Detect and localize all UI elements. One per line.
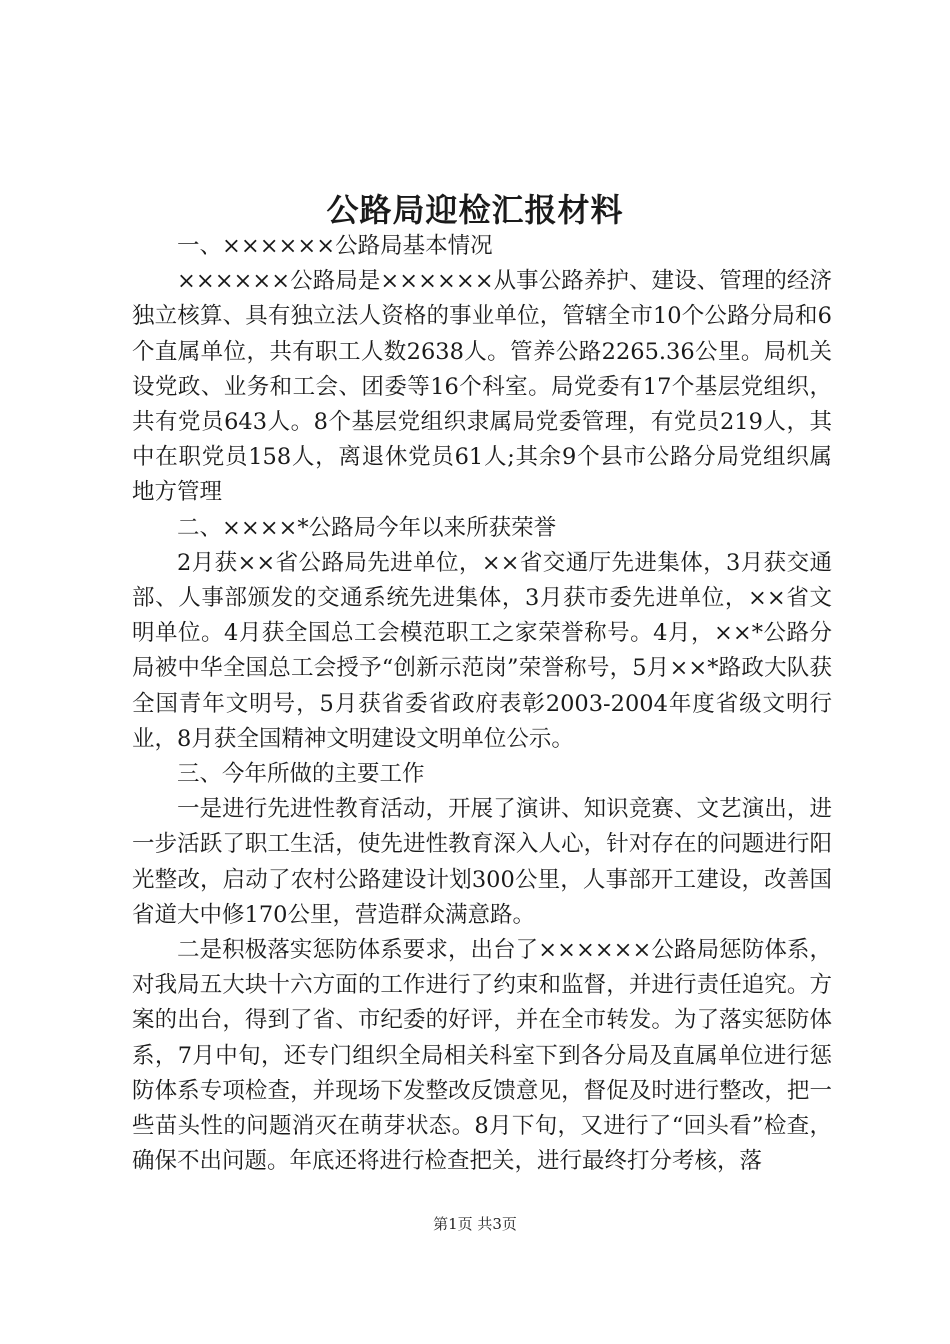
- section-heading-1: 一、××××××公路局基本情况: [177, 233, 493, 259]
- body-paragraph: 二是积极落实惩防体系要求，出台了××××××公路局惩防体系，对我局五大块十六方面的工作进行了约束和监督，并进行责任追究。方案的出台，得到了省、市纪委的好评，并在全市转发。为了落实惩防体系，7月中旬，还专门组织全局相关科室下到各分局及直属单位进行惩防体系专项检查，并现场下发整改反馈意见，督促及时进行整改，把一些苗头性的问题消灭在萌芽状态。8月下旬，又进行了“回头看”检查，确保不出问题。年底还将进行检查把关，进行最终打分考核，落: [132, 937, 832, 1175]
- document-body: [132, 229, 832, 1179]
- body-paragraph: 2月获××省公路局先进单位，××省交通厅先进集体，3月获交通部、人事部颁发的交通系统先进集体，3月获市委先进单位，××省文明单位。4月获全国总工会模范职工之家荣誉称号。4月，××*公路分局被中华全国总工会授予“创新示范岗”荣誉称号，5月××*路政大队获全国青年文明号，5月获省委省政府表彰2003-2004年度省级文明行业，8月获全国精神文明建设文明单位公示。: [132, 549, 832, 752]
- body-paragraph: ××××××公路局是××××××从事公路养护、建设、管理的经济独立核算、具有独立法人资格的事业单位，管辖全市10个公路分局和6个直属单位，共有职工人数2638人。管养公路2265.36公里。局机关设党政、业务和工会、团委等16个科室。局党委有17个基层党组织，共有党员643人。8个基层党组织隶属局党委管理，有党员219人，其中在职党员158人，离退休党员61人;其余9个县市公路分局党组织属地方管理: [132, 268, 832, 506]
- document-title: 公路局迎检汇报材料: [326, 191, 624, 229]
- section-heading-2: 二、××××*公路局今年以来所获荣誉: [177, 514, 557, 541]
- page-footer: 第1页 共3页: [433, 1215, 517, 1233]
- body-paragraph: 一是进行先进性教育活动，开展了演讲、知识竞赛、文艺演出，进一步活跃了职工生活，使先进性教育深入人心，针对存在的问题进行阳光整改，启动了农村公路建设计划300公里，人事部开工建设，改善国省道大中修170公里，营造群众满意路。: [132, 796, 832, 928]
- section-heading-3: 三、今年所做的主要工作: [177, 761, 425, 788]
